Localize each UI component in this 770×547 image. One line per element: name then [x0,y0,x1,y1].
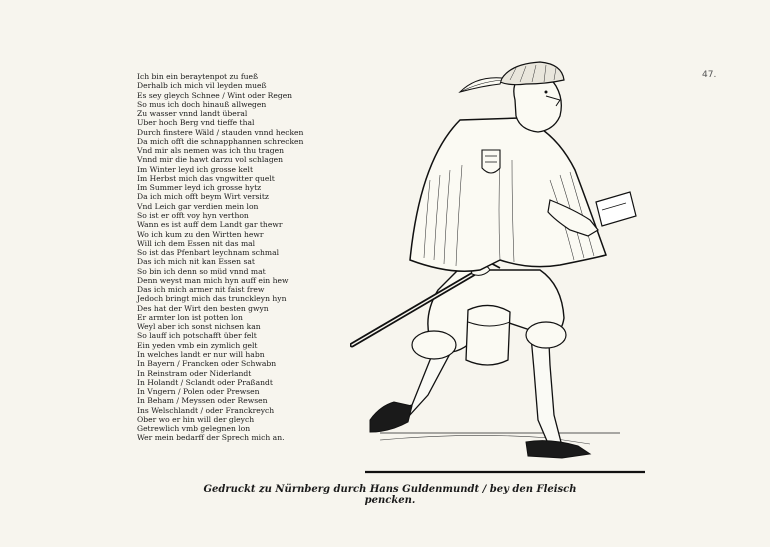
poem-line: In Reinstram oder Niderlandt [137,368,252,378]
poem-line: In Vngern / Polen oder Prewsen [137,387,260,397]
letter-in-hand [596,192,636,226]
knee-puff-front [526,322,566,348]
poem-line: Es sey gleych Schnee / Wint oder Regen [137,90,293,100]
poem-line: Vnd Leich gar verdien mein lon [137,201,259,211]
poem-line: In welches landt er nur will habn [137,349,265,359]
poem-line: Vnnd mir die hawt darzu vol schlagen [137,155,284,165]
coat-of-arms-badge [482,150,500,173]
poem-line: Weyl aber ich sonst nichsen kan [137,322,261,332]
poem-line: In Beham / Meyssen oder Rewsen [137,396,268,406]
poem-line: Das ich mich nit kan Essen sat [137,257,255,267]
poem-line: So lauff ich potschafft über felt [137,331,257,341]
poem-line: Im Winter leyd ich grosse kelt [137,164,254,174]
poem-line: Wer mein bedarff der Sprech mich an. [137,433,285,443]
poem-line: Das ich mich armer nit faist frew [137,285,265,295]
poem-line: Ein yeden vmb ein zymlich gelt [137,340,258,350]
poem-line: Will ich dem Essen nit das mal [137,238,256,248]
poem-line: So mus ich doch hinauß allwegen [137,99,267,109]
poem-text-block [137,72,337,443]
poem-line: So ist er offt voy hyn verthon [137,210,249,220]
messenger-figure-svg [350,60,660,480]
hat-feather [460,78,502,92]
poem-line: Wo ich kum zu den Wirtten hewr [137,229,264,239]
poem-line: Des hat der Wirt den besten gwyn [137,303,269,313]
poem-line: In Bayern / Francken oder Schwabn [137,359,277,369]
poem-line: In Holandt / Sclandt oder Praßandt [137,377,273,387]
poem-line: Ich bin ein beraytenpot zu fueß [137,72,259,81]
poem-line: Im Summer leyd ich grosse hytz [137,183,262,193]
poem-line: Denn weyst man mich hyn auff ein hew [137,275,289,285]
front-shoe [526,441,590,458]
belt-pouch [466,305,510,365]
poem-line: Vnd mir als nemen was ich thu tragen [137,146,284,156]
poem-line: Zu wasser vnnd landt überal [137,109,248,119]
poem-line: Da mich offt die schnapphannen schrecken [137,136,304,146]
page-number: 47. [702,70,717,80]
poem-line: So ist das Pfenbart leychnam schmal [137,248,280,258]
poem-line: Getrewlich vmb gelegnen lon [137,424,251,434]
poem-line: Er armter lon ist potten lon [137,312,243,322]
poem-line: So bin ich denn so müd vnnd mat [137,266,266,276]
poem-line: Derhalb ich mich vil leyden mueß [137,81,267,91]
poem-line: Im Herbst mich das vngwitter quelt [137,173,275,183]
poem-line: Jedoch bringt mich das trunckleyn hyn [137,294,287,304]
back-shoe [370,402,412,432]
poem-line: Durch finstere Wäld / stauden vnnd hecken [137,127,304,137]
poem-line: Ins Welschlandt / oder Franckreych [137,405,275,415]
printer-imprint: Gedruckt zu Nürnberg durch Hans Guldenmundt / bey den Fleisch pencken. [203,484,577,506]
knee-puff-back [412,331,456,359]
woodcut-messenger-illustration [350,60,660,480]
poem-line: Wann es ist auff dem Landt gar thewr [137,220,283,230]
poem-line: Da ich mich offt beym Wirt versitz [137,192,269,202]
poem-line: Ober wo er hin will der gleych [137,414,255,424]
poem-line: Uber hoch Berg vnd tieffe thal [137,118,255,128]
